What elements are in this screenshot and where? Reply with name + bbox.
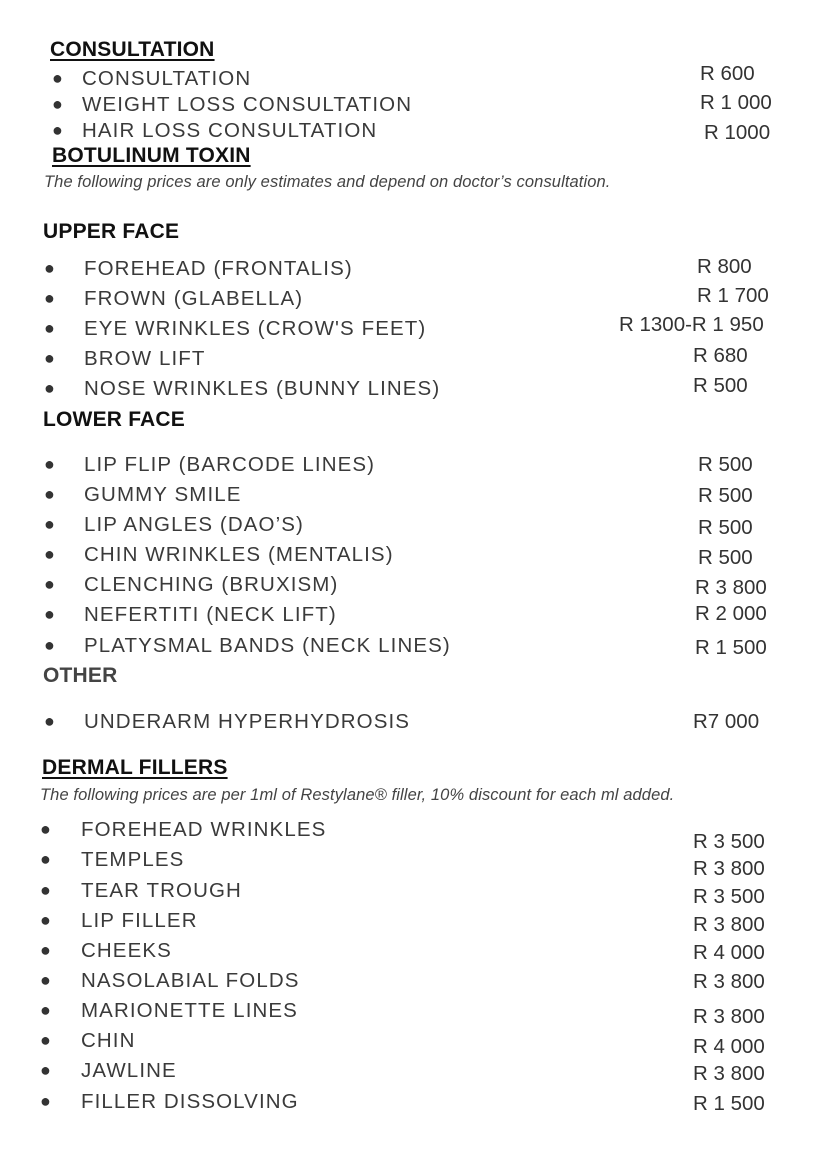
filler-item-name: TEAR TROUGH [81,879,242,902]
upper-face-item-price: R 500 [693,374,748,397]
upper-face-item-name: FROWN (GLABELLA) [84,287,304,310]
lower-face-item-name: PLATYSMAL BANDS (NECK LINES) [84,634,451,657]
consultation-item-name: HAIR LOSS CONSULTATION [82,119,378,142]
lower-face-item-price: R 3 800 [695,576,767,599]
lower-face-item-price: R 1 500 [695,636,767,659]
upper-face-item-price: R 800 [697,255,752,278]
bullet-icon: ● [44,484,55,504]
filler-item-name: NASOLABIAL FOLDS [81,969,300,992]
bullet-icon: ● [40,1030,51,1050]
filler-item-name: TEMPLES [81,848,185,871]
bullet-icon: ● [44,711,55,731]
filler-item-name: JAWLINE [81,1059,177,1082]
bullet-icon: ● [40,819,51,839]
bullet-icon: ● [44,258,55,278]
filler-item-name: LIP FILLER [81,909,198,932]
bullet-icon: ● [40,849,51,869]
bullet-icon: ● [44,348,55,368]
lower-face-item-price: R 500 [698,516,753,539]
upper-face-item-name: NOSE WRINKLES (BUNNY LINES) [84,377,441,400]
filler-item-name: FILLER DISSOLVING [81,1090,299,1113]
lower-face-item-price: R 500 [698,546,753,569]
filler-item-name: FOREHEAD WRINKLES [81,818,327,841]
bullet-icon: ● [44,635,55,655]
bullet-icon: ● [52,120,63,140]
lower-face-item-price: R 2 000 [695,602,767,625]
upper-face-heading: UPPER FACE [43,220,180,243]
bullet-icon: ● [40,880,51,900]
consultation-item-name: WEIGHT LOSS CONSULTATION [82,93,413,116]
other-item-price: R7 000 [693,710,760,733]
bullet-icon: ● [44,378,55,398]
filler-item-name: MARIONETTE LINES [81,999,298,1022]
upper-face-item-name: BROW LIFT [84,347,206,370]
lower-face-item-name: GUMMY SMILE [84,483,242,506]
lower-face-item-price: R 500 [698,453,753,476]
lower-face-item-name: LIP ANGLES (DAO’S) [84,513,304,536]
botox-heading: BOTULINUM TOXIN [52,144,251,167]
filler-item-price: R 4 000 [693,1035,765,1058]
upper-face-item-price: R 1300-R 1 950 [619,313,764,336]
lower-face-item-name: NEFERTITI (NECK LIFT) [84,603,337,626]
filler-item-price: R 3 800 [693,1005,765,1028]
upper-face-item-price: R 1 700 [697,284,769,307]
bullet-icon: ● [44,288,55,308]
filler-item-name: CHEEKS [81,939,172,962]
lower-face-item-name: CLENCHING (BRUXISM) [84,573,339,596]
other-heading: OTHER [43,664,118,687]
bullet-icon: ● [40,1091,51,1111]
bullet-icon: ● [44,544,55,564]
filler-item-price: R 4 000 [693,941,765,964]
lower-face-item-name: LIP FLIP (BARCODE LINES) [84,453,376,476]
filler-item-price: R 3 500 [693,885,765,908]
bullet-icon: ● [40,1000,51,1020]
consultation-heading: CONSULTATION [50,38,215,61]
filler-item-price: R 3 800 [693,857,765,880]
upper-face-item-price: R 680 [693,344,748,367]
filler-item-price: R 3 800 [693,913,765,936]
filler-item-price: R 3 800 [693,1062,765,1085]
bullet-icon: ● [44,318,55,338]
filler-item-price: R 3 800 [693,970,765,993]
bullet-icon: ● [40,940,51,960]
bullet-icon: ● [40,1060,51,1080]
other-item-name: UNDERARM HYPERHYDROSIS [84,710,411,733]
filler-item-name: CHIN [81,1029,136,1052]
bullet-icon: ● [40,910,51,930]
upper-face-item-name: FOREHEAD (FRONTALIS) [84,257,353,280]
consultation-item-name: CONSULTATION [82,67,252,90]
consultation-item-price: R 1000 [704,121,771,144]
filler-item-price: R 1 500 [693,1092,765,1115]
fillers-note: The following prices are per 1ml of Restylane® filler, 10% discount for each ml added. [40,786,675,804]
consultation-item-price: R 1 000 [700,91,772,114]
bullet-icon: ● [52,68,63,88]
bullet-icon: ● [52,94,63,114]
bullet-icon: ● [44,604,55,624]
bullet-icon: ● [44,574,55,594]
lower-face-item-name: CHIN WRINKLES (MENTALIS) [84,543,394,566]
lower-face-item-price: R 500 [698,484,753,507]
bullet-icon: ● [44,454,55,474]
botox-note: The following prices are only estimates and depend on doctor’s consultation. [44,173,611,191]
lower-face-heading: LOWER FACE [43,408,185,431]
consultation-item-price: R 600 [700,62,755,85]
upper-face-item-name: EYE WRINKLES (CROW'S FEET) [84,317,427,340]
bullet-icon: ● [40,970,51,990]
filler-item-price: R 3 500 [693,830,765,853]
fillers-heading: DERMAL FILLERS [42,756,228,779]
bullet-icon: ● [44,514,55,534]
